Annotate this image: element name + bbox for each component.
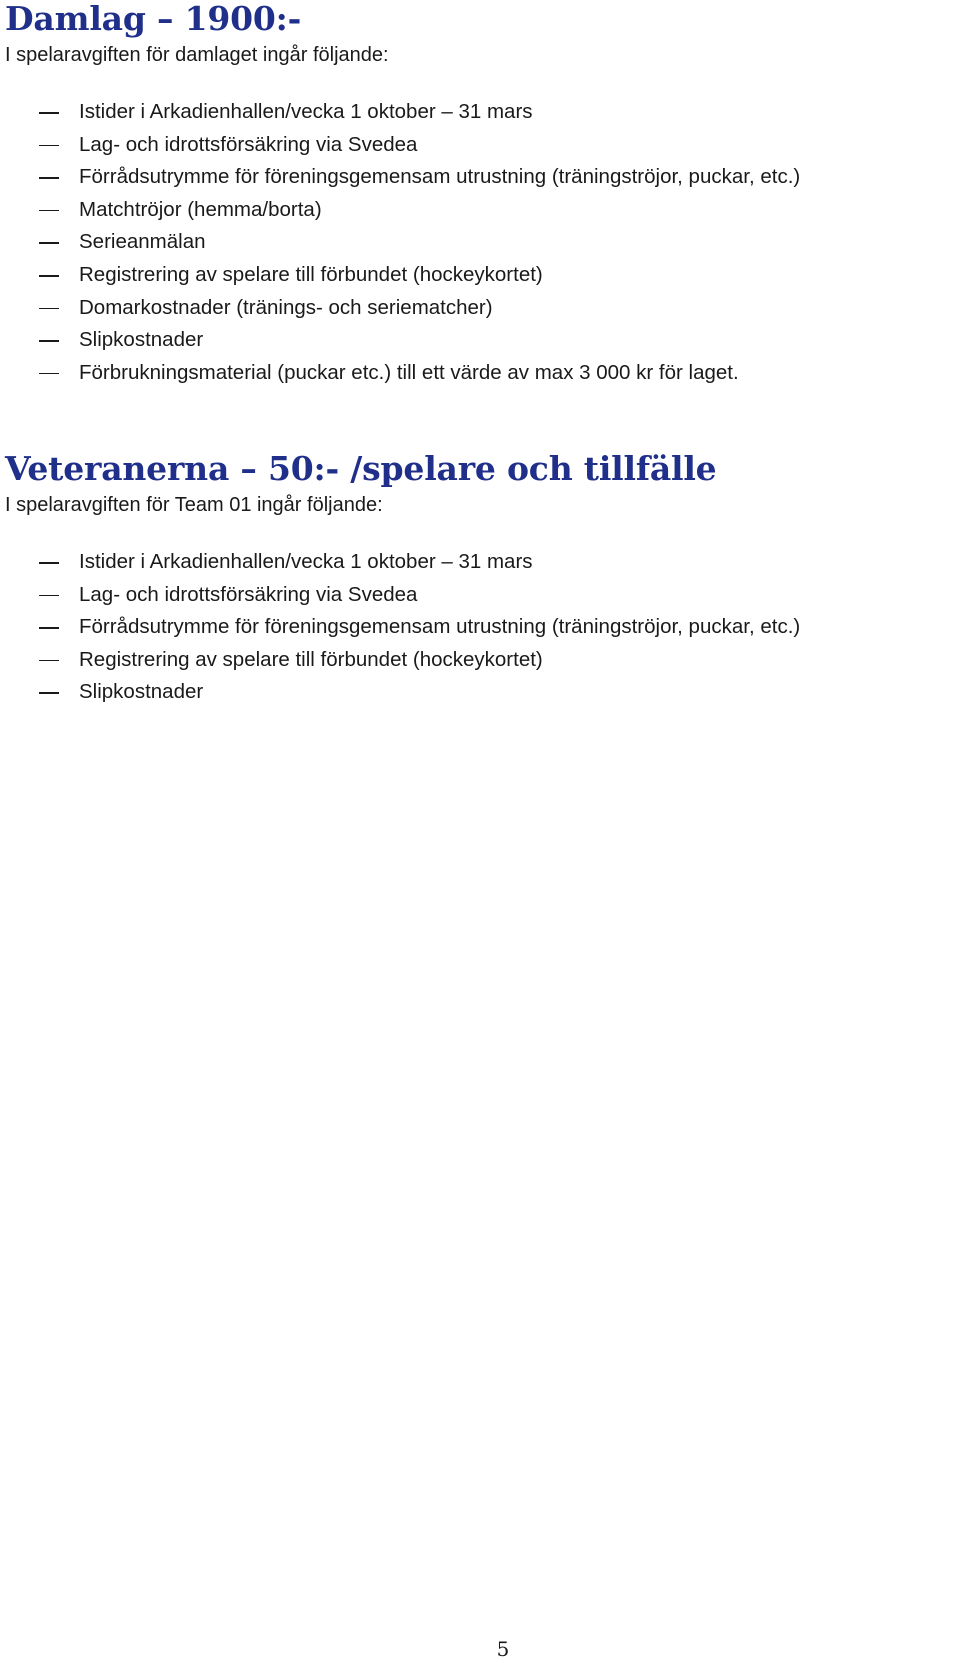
list-item-text: Registrering av spelare till förbundet (hockeykortet) <box>79 262 543 286</box>
list-item-text: Istider i Arkadienhallen/vecka 1 oktober – 31 mars <box>79 100 533 123</box>
dash-bullet-icon <box>39 373 59 375</box>
included-items-list <box>5 546 955 709</box>
dash-bullet-icon <box>39 210 59 212</box>
section-intro: I spelaravgiften för Team 01 ingår följande: <box>5 494 383 516</box>
list-item <box>5 292 955 325</box>
list-item <box>5 546 955 579</box>
list-item-text: Istider i Arkadienhallen/vecka 1 oktober – 31 mars <box>79 550 533 573</box>
list-item <box>5 324 955 357</box>
list-item <box>5 611 955 644</box>
dash-bullet-icon <box>39 308 59 310</box>
dash-bullet-icon <box>39 112 59 114</box>
dash-bullet-icon <box>39 692 59 694</box>
list-item <box>5 96 955 129</box>
list-item-text: Förrådsutrymme för föreningsgemensam utrustning (träningströjor, puckar, etc.) <box>79 615 801 639</box>
list-item-text: Lag- och idrottsförsäkring via Svedea <box>79 582 418 606</box>
dash-bullet-icon <box>39 627 59 629</box>
dash-bullet-icon <box>39 242 59 244</box>
list-item-text: Förrådsutrymme för föreningsgemensam utrustning (träningströjor, puckar, etc.) <box>79 165 801 189</box>
list-item-text: Matchtröjor (hemma/borta) <box>79 197 322 221</box>
list-item <box>5 259 955 292</box>
page-number: 5 <box>496 1637 510 1661</box>
list-item <box>5 129 955 162</box>
list-item-text: Slipkostnader <box>79 328 204 352</box>
list-item <box>5 644 955 677</box>
dash-bullet-icon <box>39 562 59 564</box>
list-item-text: Serieanmälan <box>79 230 206 254</box>
section-intro: I spelaravgiften för damlaget ingår följande: <box>5 44 389 66</box>
dash-bullet-icon <box>39 275 59 277</box>
section-heading: Damlag – 1900:- <box>5 0 302 38</box>
dash-bullet-icon <box>39 145 59 147</box>
list-item-text: Domarkostnader (tränings- och seriematcher) <box>79 295 493 319</box>
dash-bullet-icon <box>39 177 59 179</box>
dash-bullet-icon <box>39 595 59 597</box>
list-item-text: Lag- och idrottsförsäkring via Svedea <box>79 132 418 156</box>
list-item <box>5 226 955 259</box>
list-item-text: Förbrukningsmaterial (puckar etc.) till ett värde av max 3 000 kr för laget. <box>79 360 739 384</box>
dash-bullet-icon <box>39 340 59 342</box>
list-item <box>5 676 955 709</box>
list-item <box>5 357 955 390</box>
list-item-text: Registrering av spelare till förbundet (hockeykortet) <box>79 647 543 671</box>
section-veteranerna <box>5 450 955 709</box>
list-item <box>5 579 955 612</box>
section-heading: Veteranerna – 50:- /spelare och tillfälle <box>5 449 717 488</box>
section-damlag <box>5 0 955 389</box>
dash-bullet-icon <box>39 660 59 662</box>
included-items-list <box>5 96 955 389</box>
list-item-text: Slipkostnader <box>79 680 204 704</box>
list-item <box>5 161 955 194</box>
list-item <box>5 194 955 227</box>
